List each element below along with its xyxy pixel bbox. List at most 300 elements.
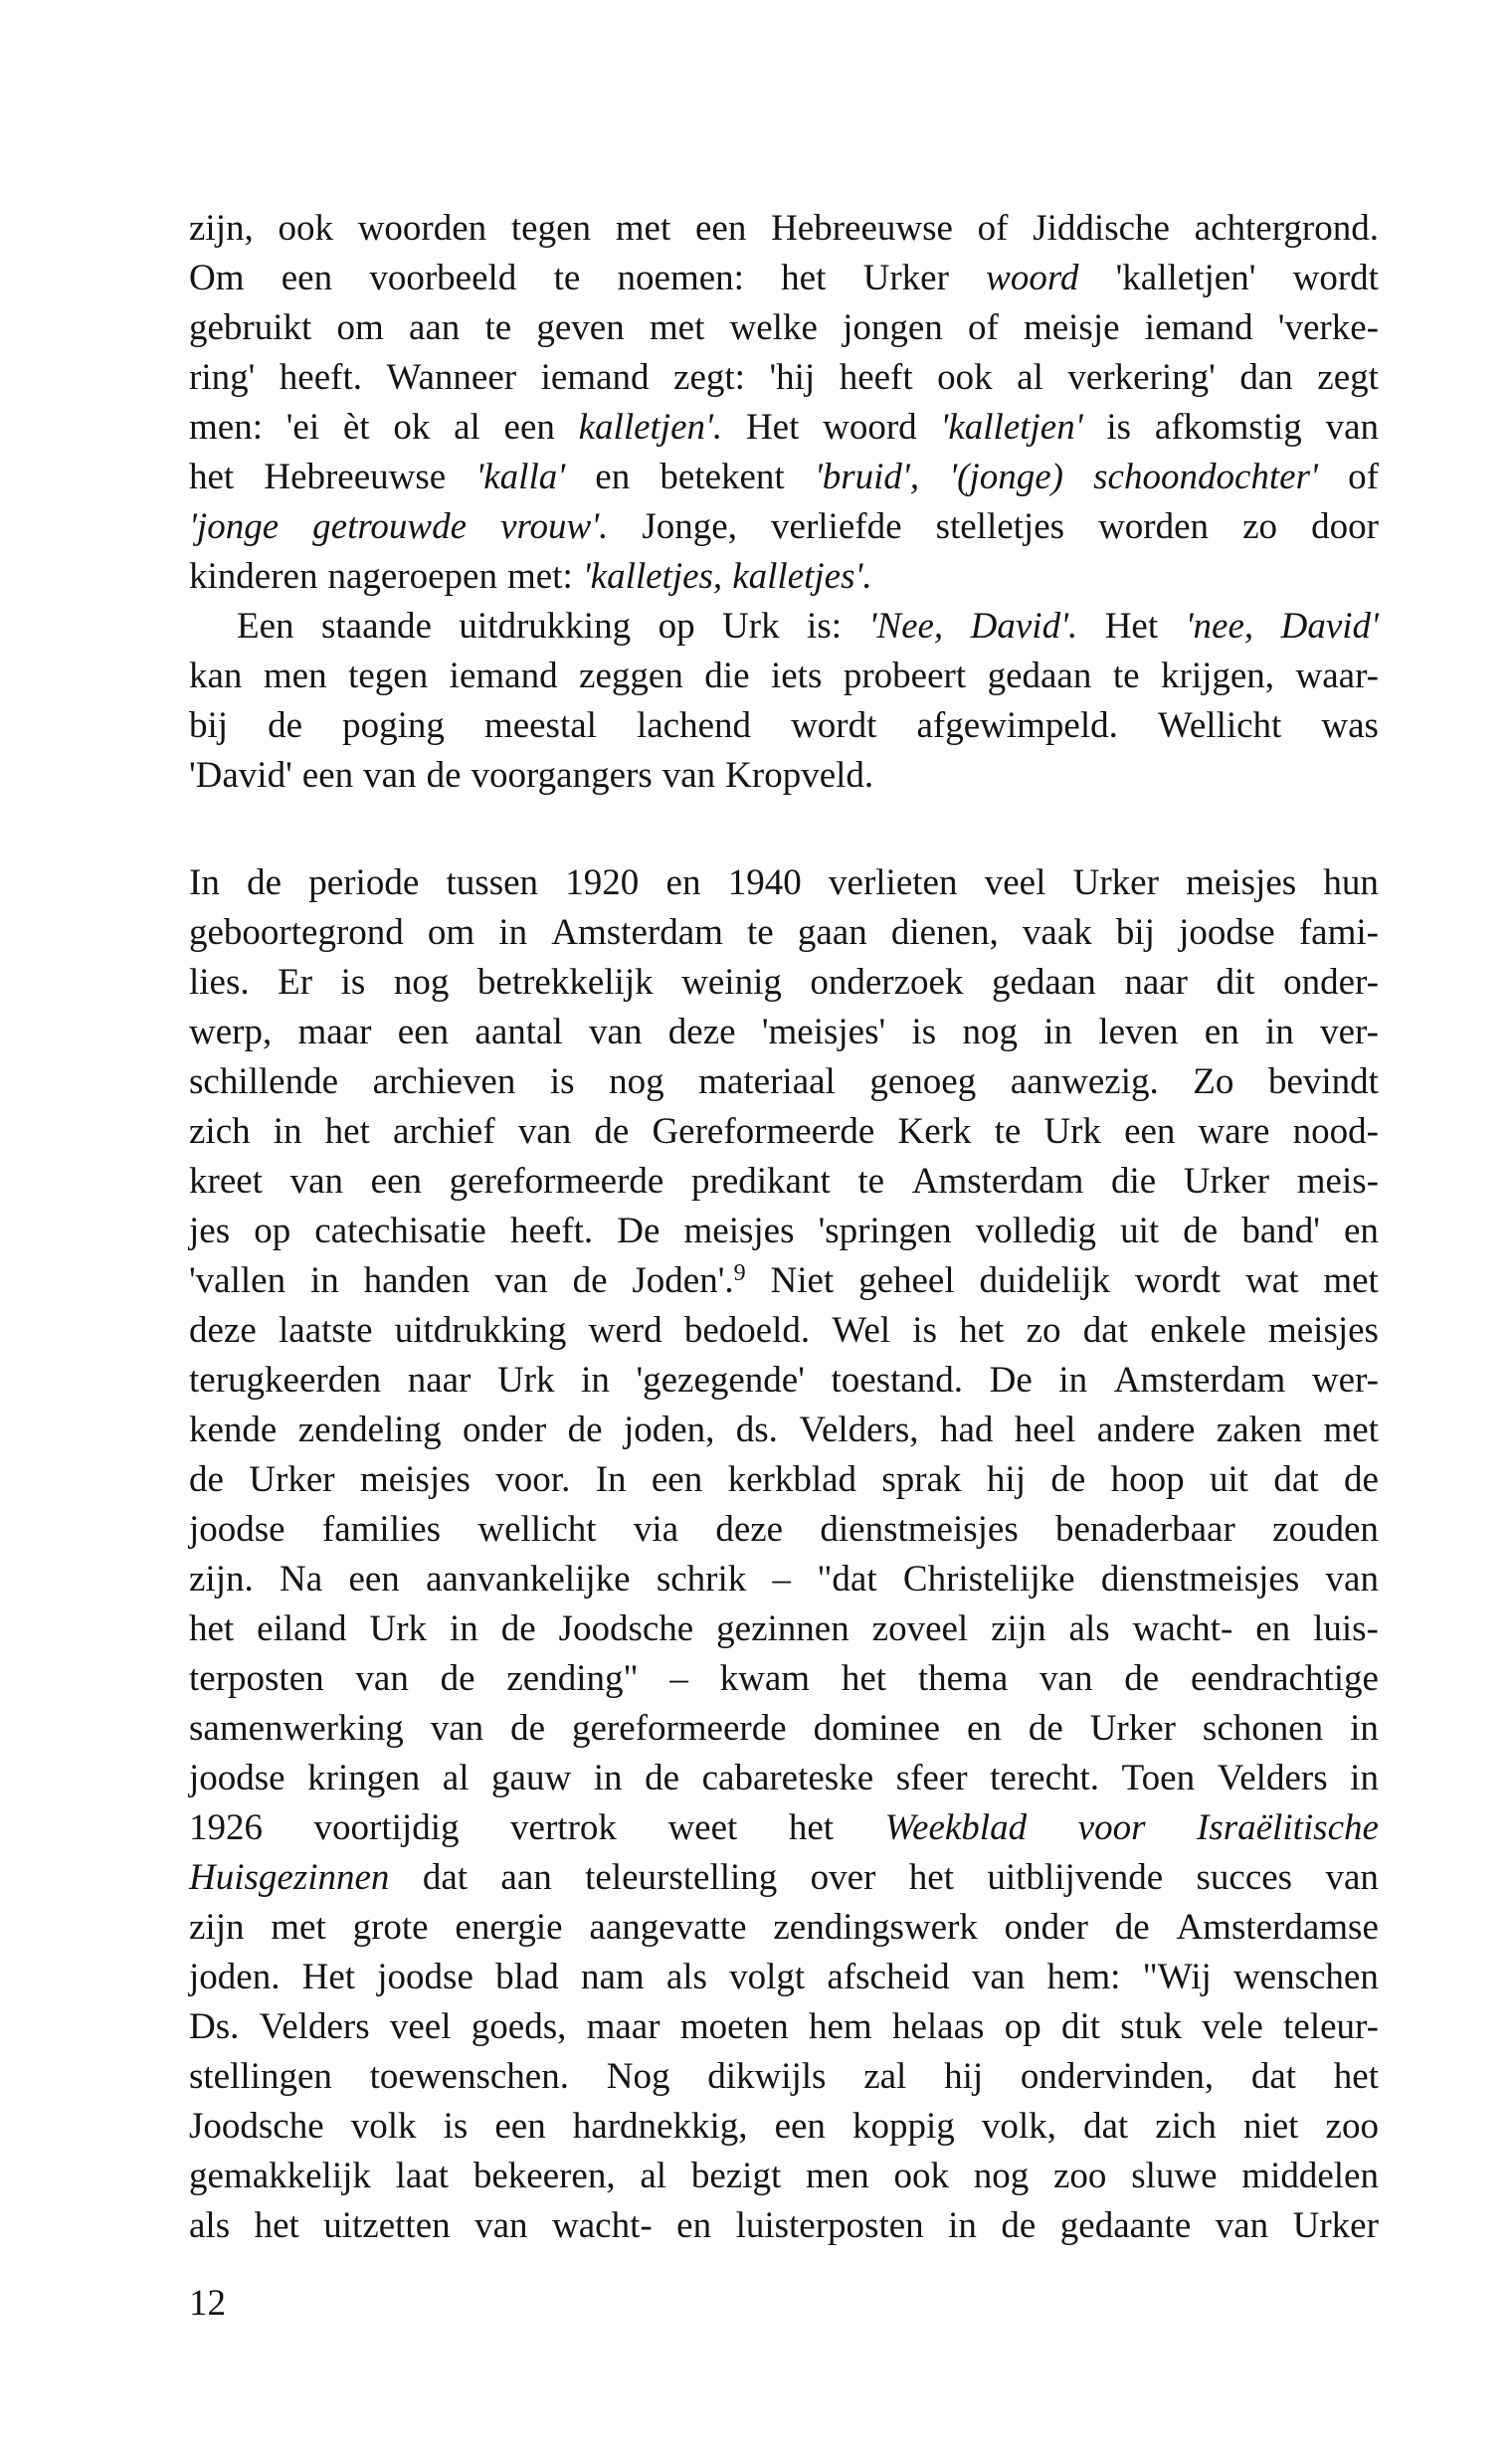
- word: die: [1110, 1161, 1157, 1202]
- word: het: [189, 1608, 235, 1649]
- text-line: [189, 1406, 1379, 1455]
- word: ook: [937, 357, 993, 398]
- word: duidelijk: [979, 1260, 1111, 1301]
- word: lies.: [189, 962, 250, 1003]
- word: heeft.: [279, 357, 362, 398]
- word: door: [1311, 506, 1379, 547]
- word: voorbeeld: [369, 258, 517, 298]
- word: joodse: [189, 1509, 285, 1550]
- word: nog: [973, 2156, 1030, 2196]
- word: veel: [984, 862, 1046, 903]
- word: wacht-: [1132, 1608, 1233, 1649]
- text-line: [189, 353, 1379, 403]
- word: Urk: [722, 606, 780, 647]
- text-line: [189, 958, 1379, 1008]
- word: gezinnen: [716, 1608, 850, 1649]
- word: handen: [363, 1260, 471, 1301]
- word: Joodsche: [558, 1608, 694, 1649]
- word: onder: [1004, 1907, 1088, 1948]
- word: te: [994, 1111, 1022, 1152]
- word: èt: [342, 407, 370, 448]
- word: 'verke-: [1277, 307, 1379, 348]
- word: samenwerking: [189, 1708, 404, 1749]
- word: het: [1333, 2056, 1379, 2097]
- word: meisjes: [1186, 862, 1297, 903]
- word: het: [324, 1111, 370, 1152]
- word: 'kalletjes,: [582, 556, 723, 597]
- word: bij: [189, 705, 229, 746]
- word: van: [430, 1708, 484, 1749]
- word: afkomstig: [1154, 407, 1302, 448]
- word: het: [254, 2205, 299, 2246]
- text-line: [189, 1555, 1379, 1604]
- word: 'ei: [285, 407, 320, 448]
- word: laat: [395, 2156, 450, 2196]
- word: Urker: [249, 1459, 335, 1500]
- word: '(jonge): [949, 457, 1064, 497]
- word: dienen,: [890, 912, 999, 953]
- text-line: [189, 303, 1379, 353]
- word: een: [1124, 1111, 1176, 1152]
- word: dit: [1216, 962, 1255, 1003]
- word: bezigt: [690, 2156, 782, 2196]
- word: [632, 1256, 745, 1306]
- word: staande: [321, 606, 432, 647]
- word: een: [494, 2106, 546, 2147]
- word: de: [268, 705, 303, 746]
- word: en: [966, 1708, 1002, 1749]
- word: zijn: [189, 1907, 245, 1948]
- word: energie: [455, 1907, 563, 1948]
- word: teleur-: [1283, 2006, 1379, 2047]
- word: lachend: [636, 705, 752, 746]
- word: zendingswerk: [773, 1907, 978, 1948]
- word: is: [912, 1310, 937, 1351]
- word: betrekkelijk: [476, 962, 654, 1003]
- word: bij: [1115, 912, 1155, 953]
- word: 'vallen: [189, 1260, 286, 1301]
- word: Wellicht: [1157, 705, 1282, 746]
- word: ook: [893, 2156, 949, 2196]
- word: volk,: [981, 2106, 1056, 2147]
- word: grote: [352, 1907, 429, 1948]
- text-line: [189, 1455, 1379, 1505]
- word: de: [510, 1708, 546, 1749]
- word: nood-: [1292, 1111, 1379, 1152]
- word: en: [1204, 1012, 1239, 1052]
- word: Jonge,: [642, 506, 737, 547]
- word: werp,: [189, 1012, 273, 1052]
- text-line: [189, 1704, 1379, 1754]
- word: was: [1321, 705, 1379, 746]
- word: Kerk: [897, 1111, 972, 1152]
- word: luis-: [1313, 1608, 1379, 1649]
- word: onderzoek: [810, 962, 964, 1003]
- word: band': [1241, 1211, 1320, 1251]
- word: van: [474, 2205, 528, 2246]
- word: wat: [1245, 1260, 1299, 1301]
- word: te: [484, 307, 512, 348]
- word: Het: [745, 407, 800, 448]
- text-line: [189, 1057, 1379, 1107]
- word: de: [567, 1410, 603, 1450]
- word: zijn,: [189, 208, 254, 249]
- word: tussen: [446, 862, 539, 903]
- word: al: [640, 2156, 667, 2196]
- word: bevindt: [1267, 1061, 1379, 1102]
- footnote-ref: 9: [733, 1260, 746, 1286]
- word: schonen: [1202, 1708, 1324, 1749]
- word: 1940: [727, 862, 802, 903]
- word: welke: [729, 307, 818, 348]
- text-line: [189, 1803, 1379, 1853]
- word: in: [273, 1111, 302, 1152]
- text-line: [189, 602, 1379, 652]
- word: die: [704, 656, 750, 696]
- word: bedoeld.: [683, 1310, 811, 1351]
- word: 1920: [565, 862, 640, 903]
- word: zegt:: [673, 357, 745, 398]
- word: aan: [500, 1857, 552, 1898]
- word: Om: [189, 258, 245, 298]
- word: naar: [1124, 962, 1188, 1003]
- word: de: [189, 1459, 224, 1500]
- text-line: [189, 1953, 1379, 2002]
- word: ring': [189, 357, 256, 398]
- word: archief: [392, 1111, 495, 1152]
- word: gedaan: [992, 962, 1096, 1003]
- word: of: [1348, 457, 1379, 497]
- word: volledig: [975, 1211, 1097, 1251]
- word: families: [321, 1509, 442, 1550]
- word: een: [397, 1012, 450, 1052]
- word: iemand: [540, 357, 650, 398]
- text-line: [189, 2201, 1379, 2251]
- word: gauw: [491, 1758, 572, 1798]
- word: de: [1183, 1211, 1219, 1251]
- word: meisje: [1023, 307, 1120, 348]
- word: fami-: [1298, 912, 1379, 953]
- word: heel: [1014, 1410, 1076, 1450]
- word: al: [454, 407, 480, 448]
- word: volk: [350, 2106, 417, 2147]
- word: vrouw'.: [500, 506, 609, 547]
- word: als: [1068, 1608, 1110, 1649]
- word: Zo: [1193, 1061, 1234, 1102]
- word: gaan: [797, 912, 867, 953]
- word: zouden: [1272, 1509, 1379, 1550]
- word: op: [254, 1211, 291, 1251]
- word: van: [363, 755, 417, 796]
- word: eiland: [257, 1608, 347, 1649]
- word: Gereformeerde: [652, 1111, 875, 1152]
- word: aantal: [474, 1012, 563, 1052]
- word: ok: [393, 407, 431, 448]
- word: het: [908, 1857, 954, 1898]
- word: een: [774, 2106, 826, 2147]
- word: al: [442, 1758, 470, 1798]
- word: van: [289, 1161, 344, 1202]
- word: Velders: [1217, 1758, 1328, 1798]
- word: de: [440, 1658, 475, 1699]
- text-line: [189, 908, 1379, 958]
- word: 'Nee,: [868, 606, 944, 647]
- word: is: [549, 1061, 575, 1102]
- word: al: [1017, 357, 1043, 398]
- paragraph-kalletjen: [189, 204, 1379, 801]
- word: schillende: [189, 1061, 339, 1102]
- word-text: Joden'.: [632, 1260, 734, 1301]
- paragraph-urker-meisjes: [189, 858, 1379, 2251]
- word: schrik: [656, 1559, 747, 1600]
- word: periode: [308, 862, 420, 903]
- word: op: [1004, 2006, 1041, 2047]
- word: van: [662, 755, 716, 796]
- word: getrouwde: [312, 506, 468, 547]
- word: van: [1040, 1658, 1093, 1699]
- word: het: [788, 1807, 835, 1848]
- word: Urk: [496, 1360, 555, 1401]
- word: thema: [917, 1658, 1009, 1699]
- word: of: [977, 208, 1009, 249]
- text-line: [189, 1604, 1379, 1654]
- word: gedaante: [1059, 2205, 1192, 2246]
- word: zo: [1242, 506, 1278, 547]
- word: Niet: [770, 1260, 835, 1301]
- word: 'jonge: [189, 506, 280, 547]
- word: joodse: [377, 1957, 473, 1997]
- word: betekent: [660, 457, 785, 497]
- word: en: [676, 2205, 712, 2246]
- word: –: [772, 1559, 792, 1600]
- word: uitdrukking: [459, 606, 632, 647]
- word: men: [806, 2156, 869, 2196]
- text-line: [189, 751, 1379, 801]
- word: Jiddische: [1033, 208, 1170, 249]
- word: iemand: [449, 656, 558, 696]
- word: hij: [986, 1459, 1026, 1500]
- word: woord: [823, 407, 917, 448]
- word: met: [615, 208, 671, 249]
- word: had: [939, 1410, 994, 1450]
- word: voor: [1077, 1807, 1146, 1848]
- word: dat: [1250, 2056, 1297, 2097]
- word: worden: [1098, 506, 1210, 547]
- word: zal: [863, 2056, 907, 2097]
- word: een: [651, 1459, 703, 1500]
- word: ver-: [1320, 1012, 1379, 1052]
- word: in: [449, 1608, 478, 1649]
- word: joden.: [189, 1957, 281, 1997]
- word: 'kalletjen': [1115, 258, 1256, 298]
- word: voortijdig: [313, 1807, 460, 1848]
- word: de: [1343, 1459, 1379, 1500]
- word: ds.: [735, 1410, 778, 1450]
- word: van: [971, 1957, 1026, 1997]
- word: Joodsche: [189, 2106, 324, 2147]
- word: is:: [807, 606, 843, 647]
- word: nam: [580, 1957, 645, 1997]
- word: wer-: [1311, 1360, 1379, 1401]
- word: uit: [1210, 1459, 1249, 1500]
- word: terugkeerden: [189, 1360, 382, 1401]
- word: geven: [536, 307, 625, 348]
- word: uitblijvende: [987, 1857, 1164, 1898]
- word: het: [959, 1310, 1005, 1351]
- text-line: [189, 1754, 1379, 1803]
- word: 'meisjes': [761, 1012, 886, 1052]
- word: ook: [278, 208, 333, 249]
- word: met: [1323, 1410, 1379, 1450]
- word: deze: [667, 1012, 736, 1052]
- word: van: [1325, 1559, 1379, 1600]
- word: en: [1255, 1608, 1291, 1649]
- word: dat: [1082, 1310, 1128, 1351]
- word: de: [247, 862, 283, 903]
- word: stelletjes: [935, 506, 1065, 547]
- word: van: [355, 1658, 409, 1699]
- word: meis-: [1296, 1161, 1379, 1202]
- word: Wanneer: [386, 357, 517, 398]
- word: Amsterdam: [551, 912, 723, 953]
- word: Er: [278, 962, 313, 1003]
- word: is: [340, 962, 366, 1003]
- text-line: [189, 1903, 1379, 1953]
- word: het: [781, 258, 827, 298]
- word: aan: [408, 307, 461, 348]
- word: van: [494, 1260, 548, 1301]
- word: joodse: [189, 1758, 285, 1798]
- word: 'bruid',: [814, 457, 920, 497]
- word: kwam: [719, 1658, 811, 1699]
- word: joodse: [1179, 912, 1275, 953]
- word: van: [1325, 1857, 1379, 1898]
- word: Huisgezinnen: [189, 1857, 390, 1898]
- word: stellingen: [189, 2056, 332, 2097]
- word: het: [841, 1658, 887, 1699]
- word: 'kalletjen': [940, 407, 1083, 448]
- word: toewenschen.: [369, 2056, 569, 2097]
- word: Ds.: [189, 2006, 240, 2047]
- word: Weekblad: [884, 1807, 1028, 1848]
- word: zich: [189, 1111, 251, 1152]
- word: met: [649, 307, 705, 348]
- text-line: [189, 2152, 1379, 2201]
- word: dikwijls: [707, 2056, 827, 2097]
- word: onder: [462, 1410, 547, 1450]
- word: vaak: [1022, 912, 1092, 953]
- word: gemakkelijk: [189, 2156, 371, 2196]
- word: 'gezegende': [636, 1360, 805, 1401]
- word: blad: [495, 1957, 559, 1997]
- word: zo: [1026, 1310, 1061, 1351]
- word: –: [669, 1658, 688, 1699]
- word: een: [503, 407, 555, 448]
- word: archieven: [372, 1061, 516, 1102]
- word: meestal: [483, 705, 597, 746]
- word: ware: [1198, 1111, 1270, 1152]
- word: dienstmeisjes: [820, 1509, 1019, 1550]
- word: een: [281, 258, 333, 298]
- word: terecht.: [990, 1758, 1100, 1798]
- word: wordt: [791, 705, 877, 746]
- word: nog: [393, 962, 450, 1003]
- word: Israëlitische: [1197, 1807, 1379, 1848]
- word: met:: [506, 556, 573, 597]
- word: niet: [1242, 2106, 1299, 2147]
- word: gereformeerde: [571, 1708, 787, 1749]
- word: gedaan: [987, 656, 1092, 696]
- word: nog: [962, 1012, 1018, 1052]
- word: van: [517, 1111, 572, 1152]
- word: te: [857, 1161, 885, 1202]
- word: kan: [189, 656, 243, 696]
- word: Christelijke: [902, 1559, 1075, 1600]
- word: cabareteske: [701, 1758, 874, 1798]
- word: als: [665, 1957, 707, 1997]
- word: uitzetten: [323, 2205, 451, 2246]
- word: 'nee,: [1185, 606, 1254, 647]
- text-line: [189, 858, 1379, 908]
- word: de: [645, 1758, 680, 1798]
- word: de: [1028, 1708, 1063, 1749]
- word: "dat: [817, 1559, 877, 1600]
- word: De: [989, 1360, 1033, 1401]
- word: Urk: [369, 1608, 428, 1649]
- word: weinig: [681, 962, 782, 1003]
- word: kalletjen'.: [578, 407, 723, 448]
- word: nageroepen: [327, 556, 497, 597]
- word: veel: [389, 2006, 452, 2047]
- word: krijgen,: [1161, 656, 1275, 696]
- word: Velders,: [799, 1410, 919, 1450]
- word: in: [581, 1360, 610, 1401]
- word: schoondochter': [1093, 457, 1318, 497]
- word: materiaal: [698, 1061, 836, 1102]
- text-line: [189, 254, 1379, 303]
- word: noemen:: [617, 258, 744, 298]
- word: zending": [506, 1658, 639, 1699]
- word: tegen: [348, 656, 429, 696]
- word: helaas: [891, 2006, 985, 2047]
- word: hem: [809, 2006, 872, 2047]
- word: zoo: [1053, 2156, 1107, 2196]
- word: om: [427, 912, 475, 953]
- word: het: [189, 457, 235, 497]
- word: de: [426, 755, 462, 796]
- word: meisjes: [1267, 1310, 1379, 1351]
- word: wordt: [1134, 1260, 1222, 1301]
- word: meisjes: [683, 1211, 795, 1251]
- word: sfeer: [895, 1758, 968, 1798]
- word: te: [553, 258, 581, 298]
- word: in: [1058, 1360, 1088, 1401]
- word: Hebreeuwse: [771, 208, 953, 249]
- word: 1926: [189, 1807, 263, 1848]
- word: terposten: [189, 1658, 324, 1699]
- word: 'kalla': [475, 457, 566, 497]
- text-line: [189, 453, 1379, 502]
- word: wenschen: [1232, 1957, 1379, 1997]
- word: en: [665, 862, 701, 903]
- word: wacht-: [552, 2205, 653, 2246]
- word: Het: [301, 1957, 356, 1997]
- word: de: [500, 1608, 536, 1649]
- word: "Wij: [1142, 1957, 1212, 1997]
- word: is: [443, 2106, 469, 2147]
- word: in: [1350, 1758, 1379, 1798]
- word: 'springen: [818, 1211, 952, 1251]
